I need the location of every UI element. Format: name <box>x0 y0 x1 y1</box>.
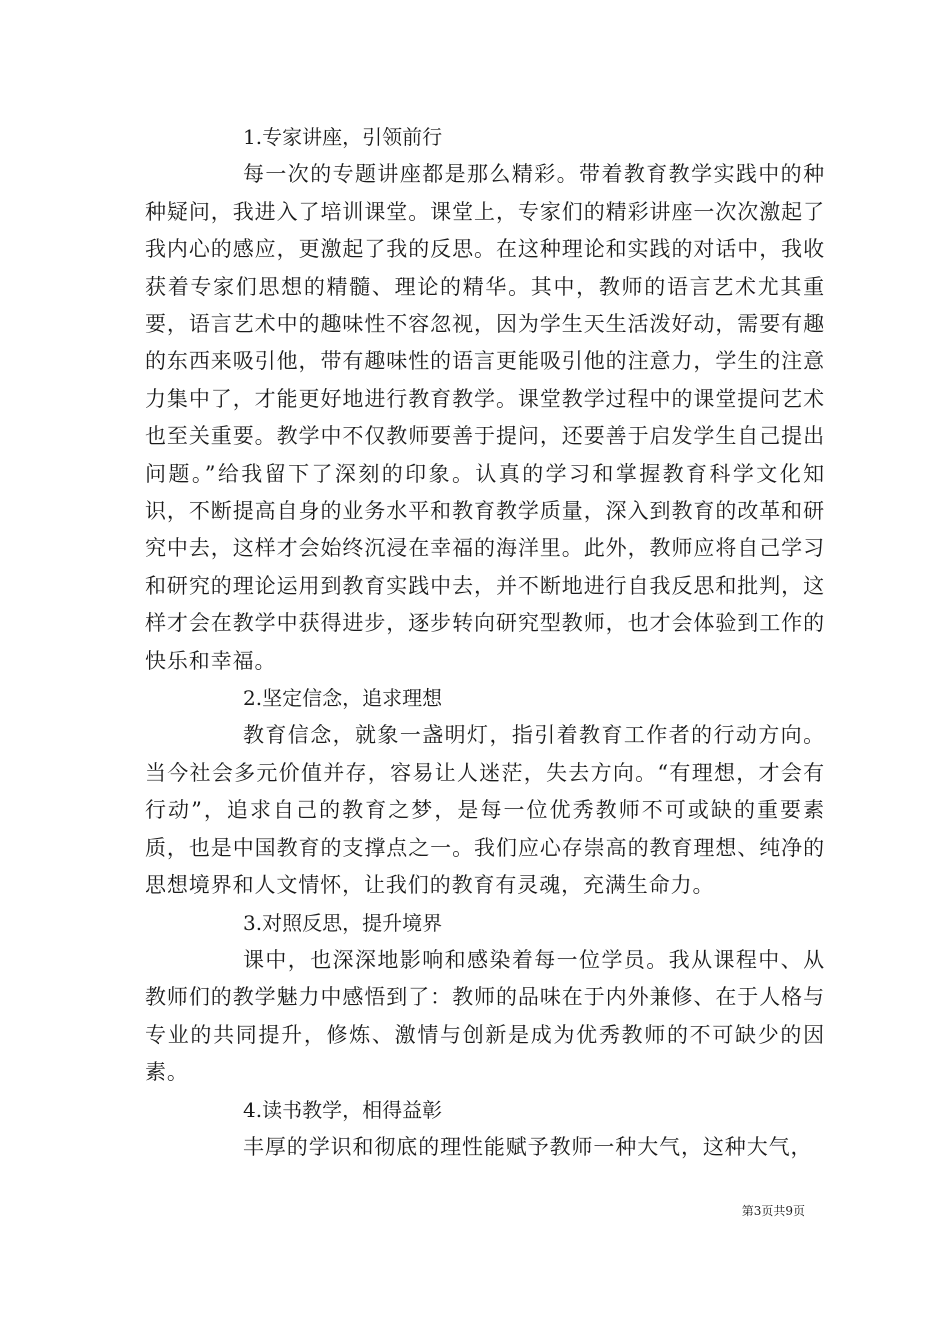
section-paragraph: 教育信念，就象一盏明灯，指引着教育工作者的行动方向。当今社会多元价值并存，容易让人迷茫，失去方向。“有理想，才会有行动”，追求自己的教育之梦，是每一位优秀教师不可或缺的重要素质，也是中国教育的支撑点之一。我们应心存崇高的教育理想、纯净的思想境界和人文情怀，让我们的教育有灵魂，充满生命力。 <box>145 723 825 898</box>
page-number-footer: 第3页共9页 <box>741 1204 805 1218</box>
section-paragraph: 每一次的专题讲座都是那么精彩。带着教育教学实践中的种种疑问，我进入了培训课堂。课堂上，专家们的精彩讲座一次次激起了我内心的感应，更激起了我的反思。在这种理论和实践的对话中，我收获着专家们思想的精髓、理论的精华。其中，教师的语言艺术尤其重要，语言艺术中的趣味性不容忽视，因为学生天生活泼好动，需要有趣的东西来吸引他，带有趣味性的语言更能吸引他的注意力，学生的注意力集中了，才能更好地进行教育教学。课堂教学过程中的课堂提问艺术也至关重要。教学中不仅教师要善于提问，还要善于启发学生自己提出问题。”给我留下了深刻的印象。认真的学习和掌握教育科学文化知识，不断提高自身的业务水平和教育教学质量，深入到教育的改革和研究中去，这样才会始终沉浸在幸福的海洋里。此外，教师应将自己学习和研究的理论运用到教育实践中去，并不断地进行自我反思和批判，这样才会在教学中获得进步，逐步转向研究型教师，也才会体验到工作的快乐和幸福。 <box>145 162 825 673</box>
section-1 <box>145 119 825 680</box>
section-paragraph: 课中，也深深地影响和感染着每一位学员。我从课程中、从教师们的教学魅力中感悟到了：教师的品味在于内外兼修、在于人格与专业的共同提升，修炼、激情与创新是成为优秀教师的不可缺少的因素。 <box>145 947 825 1085</box>
section-paragraph: 丰厚的学识和彻底的理性能赋予教师一种大气，这种大气， <box>243 1134 813 1159</box>
section-4 <box>145 1092 825 1167</box>
section-heading: 3.对照反思，提升境界 <box>243 910 443 935</box>
section-heading: 4.读书教学，相得益彰 <box>243 1097 443 1122</box>
document-body <box>145 119 825 1166</box>
section-heading: 1.专家讲座，引领前行 <box>243 125 443 149</box>
section-2 <box>145 680 825 904</box>
section-heading: 2.坚定信念，追求理想 <box>243 686 443 711</box>
section-3 <box>145 905 825 1092</box>
